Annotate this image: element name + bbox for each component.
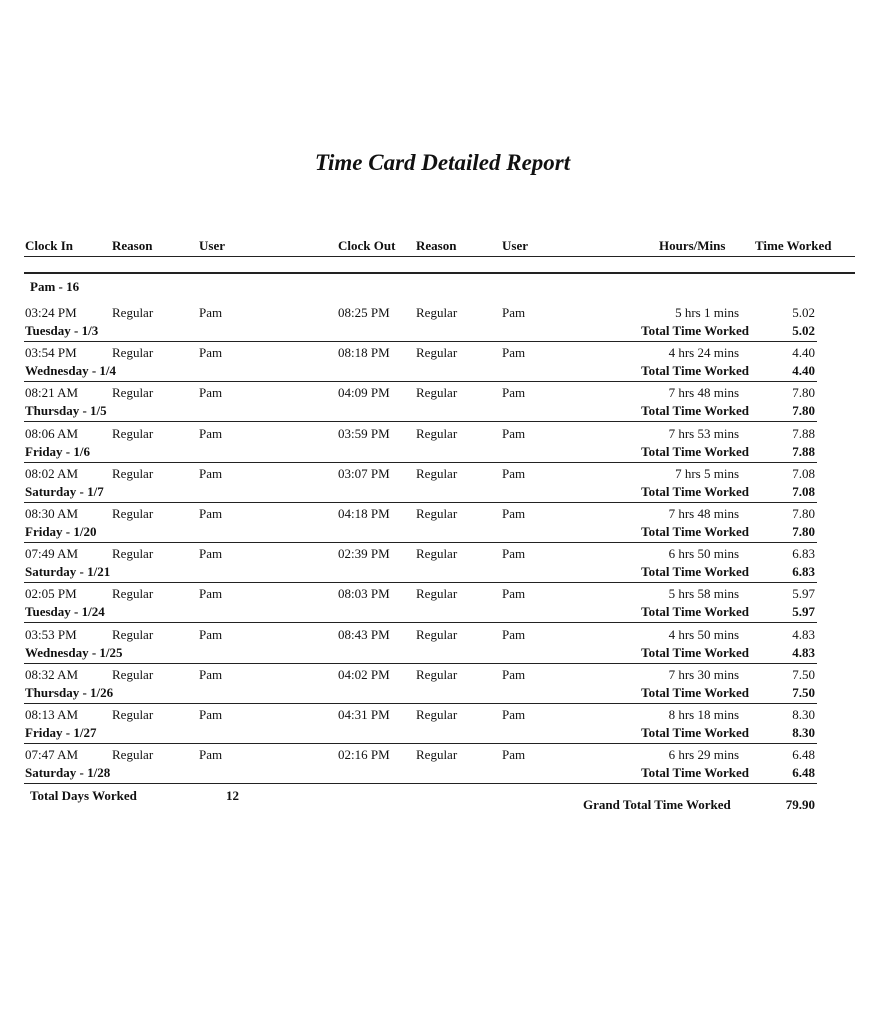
row-divider <box>24 582 817 583</box>
table-row <box>0 627 885 667</box>
total-time-worked-label: Total Time Worked <box>641 363 749 379</box>
day-total-value: 7.50 <box>792 684 815 700</box>
table-row <box>0 667 885 707</box>
row-divider <box>24 663 817 664</box>
employee-group-label: Pam - 16 <box>30 279 80 294</box>
clock-in-user: Pam <box>199 546 223 562</box>
hours-mins-value: 7 hrs 53 mins <box>668 425 739 441</box>
day-label: Saturday - 1/28 <box>25 765 111 781</box>
row-divider <box>24 783 817 784</box>
row-divider <box>24 743 817 744</box>
day-label: Friday - 1/27 <box>25 725 97 740</box>
day-label: Wednesday - 1/4 <box>25 363 117 379</box>
table-row <box>0 345 885 385</box>
time-worked-value: 6.48 <box>792 747 815 763</box>
day-total-value: 7.08 <box>792 483 815 499</box>
row-divider <box>24 502 817 503</box>
table-row <box>0 305 885 345</box>
clock-in-time: 07:49 AM <box>25 546 79 562</box>
clock-out-time: 08:03 PM <box>338 586 390 602</box>
day-total-value: 7.88 <box>792 443 815 459</box>
hours-mins-value: 7 hrs 48 mins <box>668 385 739 401</box>
clock-in-time: 08:13 AM <box>25 707 79 722</box>
time-worked-value: 7.80 <box>792 506 815 521</box>
hours-mins-value: 8 hrs 18 mins <box>668 707 739 722</box>
clock-out-user: Pam <box>502 747 526 763</box>
clock-in-user: Pam <box>199 465 223 481</box>
report-title: Time Card Detailed Report <box>314 150 571 175</box>
total-time-worked-label: Total Time Worked <box>641 604 749 620</box>
clock-out-reason: Regular <box>416 345 458 361</box>
day-total-value: 5.02 <box>792 323 815 338</box>
clock-out-time: 03:07 PM <box>338 465 390 481</box>
clock-in-time: 08:32 AM <box>25 666 79 682</box>
clock-in-reason: Regular <box>112 305 154 320</box>
day-total-value: 7.80 <box>792 403 815 419</box>
clock-out-reason: Regular <box>416 586 458 602</box>
clock-in-reason: Regular <box>112 747 154 763</box>
hours-mins-value: 6 hrs 29 mins <box>668 747 739 763</box>
time-worked-value: 7.88 <box>792 425 815 441</box>
clock-in-reason: Regular <box>112 626 154 642</box>
row-divider <box>24 622 817 623</box>
clock-out-time: 02:39 PM <box>338 546 390 562</box>
clock-out-time: 08:25 PM <box>338 305 390 320</box>
clock-in-time: 08:21 AM <box>25 385 79 401</box>
time-worked-value: 5.97 <box>792 586 815 602</box>
clock-out-time: 04:02 PM <box>338 666 390 682</box>
clock-in-reason: Regular <box>112 385 154 401</box>
total-days-label: Total Days Worked <box>30 788 137 803</box>
clock-out-time: 08:18 PM <box>338 345 390 361</box>
row-divider <box>24 703 817 704</box>
clock-in-time: 03:53 PM <box>25 626 77 642</box>
row-divider <box>24 341 817 342</box>
clock-in-time: 08:30 AM <box>25 506 79 521</box>
hours-mins-value: 4 hrs 50 mins <box>668 626 739 642</box>
header-clock-out: Clock Out <box>338 238 396 253</box>
hours-mins-value: 7 hrs 30 mins <box>668 666 739 682</box>
clock-out-user: Pam <box>502 465 526 481</box>
grand-total-label: Grand Total Time Worked <box>583 797 731 812</box>
day-total-value: 6.48 <box>792 765 815 781</box>
clock-out-reason: Regular <box>416 506 458 521</box>
clock-in-reason: Regular <box>112 345 154 361</box>
clock-in-time: 02:05 PM <box>25 586 77 602</box>
total-time-worked-label: Total Time Worked <box>641 564 749 580</box>
time-worked-value: 7.50 <box>792 666 815 682</box>
clock-in-reason: Regular <box>112 506 154 521</box>
clock-out-time: 04:09 PM <box>338 385 390 401</box>
clock-in-reason: Regular <box>112 586 154 602</box>
table-row <box>0 506 885 546</box>
clock-out-time: 04:18 PM <box>338 506 390 521</box>
row-divider <box>24 421 817 422</box>
day-total-value: 5.97 <box>792 604 815 620</box>
clock-in-time: 08:02 AM <box>25 465 79 481</box>
row-divider <box>24 542 817 543</box>
clock-out-reason: Regular <box>416 626 458 642</box>
clock-in-user: Pam <box>199 305 223 320</box>
clock-in-reason: Regular <box>112 546 154 562</box>
day-label: Wednesday - 1/25 <box>25 644 123 660</box>
clock-out-reason: Regular <box>416 747 458 763</box>
clock-in-user: Pam <box>199 425 223 441</box>
header-rule <box>24 256 855 257</box>
day-total-value: 7.80 <box>792 524 815 539</box>
table-row <box>0 466 885 506</box>
clock-in-reason: Regular <box>112 465 154 481</box>
clock-in-user: Pam <box>199 747 223 763</box>
time-worked-value: 4.40 <box>792 345 815 361</box>
clock-out-reason: Regular <box>416 305 458 320</box>
total-time-worked-label: Total Time Worked <box>641 644 749 660</box>
header-reason-in: Reason <box>112 238 153 253</box>
day-label: Thursday - 1/26 <box>25 684 114 700</box>
clock-in-user: Pam <box>199 506 223 521</box>
total-time-worked-label: Total Time Worked <box>641 483 749 499</box>
clock-out-time: 08:43 PM <box>338 626 390 642</box>
header-hours-mins: Hours/Mins <box>659 238 726 253</box>
clock-in-user: Pam <box>199 385 223 401</box>
hours-mins-value: 7 hrs 48 mins <box>668 506 739 521</box>
time-worked-value: 6.83 <box>792 546 815 562</box>
clock-out-reason: Regular <box>416 465 458 481</box>
header-reason-out: Reason <box>416 238 457 253</box>
total-time-worked-label: Total Time Worked <box>641 684 749 700</box>
clock-out-user: Pam <box>502 626 526 642</box>
header-clock-in: Clock In <box>25 238 74 253</box>
day-label: Friday - 1/20 <box>25 524 97 539</box>
time-worked-value: 8.30 <box>792 707 815 722</box>
grand-total-value: 79.90 <box>785 797 815 812</box>
header-time-worked: Time Worked <box>755 238 832 253</box>
table-row <box>0 707 885 747</box>
day-label: Tuesday - 1/24 <box>25 604 105 620</box>
hours-mins-value: 6 hrs 50 mins <box>668 546 739 562</box>
header-user-out: User <box>502 238 528 253</box>
clock-in-user: Pam <box>199 586 223 602</box>
clock-out-user: Pam <box>502 707 526 722</box>
hours-mins-value: 5 hrs 1 mins <box>675 305 739 320</box>
clock-out-user: Pam <box>502 345 526 361</box>
clock-out-time: 02:16 PM <box>338 747 390 763</box>
day-total-value: 4.40 <box>792 363 815 379</box>
clock-in-user: Pam <box>199 626 223 642</box>
table-row <box>0 586 885 626</box>
day-label: Tuesday - 1/3 <box>25 323 99 338</box>
total-time-worked-label: Total Time Worked <box>641 403 749 419</box>
clock-out-user: Pam <box>502 586 526 602</box>
total-time-worked-label: Total Time Worked <box>641 725 749 740</box>
clock-in-time: 07:47 AM <box>25 747 79 763</box>
header-rule-thick <box>24 272 855 274</box>
clock-in-time: 03:24 PM <box>25 305 77 320</box>
clock-out-reason: Regular <box>416 385 458 401</box>
clock-in-user: Pam <box>199 666 223 682</box>
table-row <box>0 426 885 466</box>
header-user-in: User <box>199 238 225 253</box>
time-worked-value: 4.83 <box>792 626 815 642</box>
day-total-value: 8.30 <box>792 725 815 740</box>
total-time-worked-label: Total Time Worked <box>641 443 749 459</box>
day-label: Thursday - 1/5 <box>25 403 107 419</box>
total-days-value: 12 <box>226 788 239 803</box>
clock-out-user: Pam <box>502 666 526 682</box>
clock-out-reason: Regular <box>416 425 458 441</box>
hours-mins-value: 5 hrs 58 mins <box>668 586 739 602</box>
time-worked-value: 5.02 <box>792 305 815 320</box>
clock-out-reason: Regular <box>416 707 458 722</box>
clock-out-reason: Regular <box>416 546 458 562</box>
time-worked-value: 7.80 <box>792 385 815 401</box>
clock-out-time: 04:31 PM <box>338 707 390 722</box>
day-total-value: 4.83 <box>792 644 815 660</box>
clock-out-user: Pam <box>502 425 526 441</box>
clock-in-reason: Regular <box>112 707 154 722</box>
clock-in-reason: Regular <box>112 666 154 682</box>
table-row <box>0 385 885 425</box>
day-total-value: 6.83 <box>792 564 815 580</box>
hours-mins-value: 7 hrs 5 mins <box>675 465 739 481</box>
hours-mins-value: 4 hrs 24 mins <box>668 345 739 361</box>
clock-in-time: 03:54 PM <box>25 345 77 361</box>
table-row <box>0 546 885 586</box>
clock-out-user: Pam <box>502 546 526 562</box>
clock-out-reason: Regular <box>416 666 458 682</box>
total-time-worked-label: Total Time Worked <box>641 765 749 781</box>
total-time-worked-label: Total Time Worked <box>641 524 749 539</box>
clock-in-user: Pam <box>199 345 223 361</box>
clock-out-time: 03:59 PM <box>338 425 390 441</box>
clock-in-user: Pam <box>199 707 223 722</box>
day-label: Saturday - 1/21 <box>25 564 111 580</box>
day-label: Saturday - 1/7 <box>25 483 104 499</box>
clock-out-user: Pam <box>502 305 526 320</box>
day-label: Friday - 1/6 <box>25 443 90 459</box>
clock-in-time: 08:06 AM <box>25 425 79 441</box>
table-row <box>0 747 885 787</box>
clock-out-user: Pam <box>502 506 526 521</box>
row-divider <box>24 462 817 463</box>
clock-in-reason: Regular <box>112 425 154 441</box>
time-worked-value: 7.08 <box>792 465 815 481</box>
row-divider <box>24 381 817 382</box>
total-time-worked-label: Total Time Worked <box>641 323 749 338</box>
clock-out-user: Pam <box>502 385 526 401</box>
